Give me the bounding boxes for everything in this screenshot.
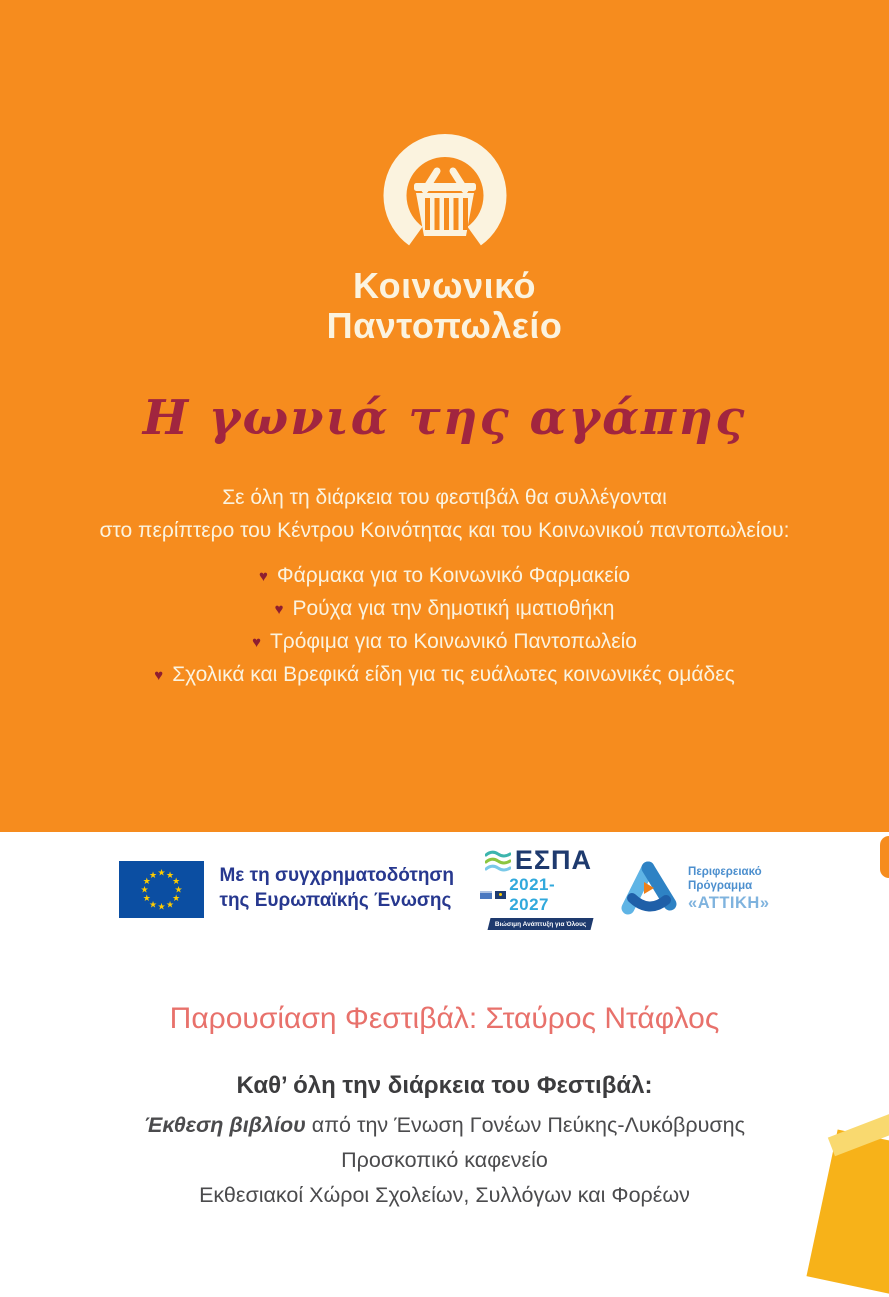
page-title: Η γωνιά της αγάπης — [142, 390, 747, 446]
espa-wordmark: ΕΣΠΑ — [514, 845, 593, 876]
heart-bullet-icon: ♥ — [274, 600, 284, 618]
list-item — [0, 659, 889, 692]
intro-paragraph — [0, 482, 889, 547]
activity-line-exhibit-spaces: Εκθεσιακοί Χώροι Σχολείων, Συλλόγων και Φορέων — [199, 1182, 690, 1207]
eu-mini-flag-icon — [495, 891, 507, 899]
espa-tagline: Βιώσιμη Ανάπτυξη για Όλους — [494, 920, 587, 928]
attiki-ribbon-a-icon — [618, 858, 680, 920]
eu-caption-line2: της Ευρωπαϊκής Ένωσης — [219, 890, 452, 911]
logo-wordmark-line1: Κοινωνικό — [353, 265, 536, 306]
festival-activities — [0, 1108, 889, 1212]
svg-text:★: ★ — [174, 885, 184, 896]
list-item — [0, 560, 889, 593]
svg-text:★: ★ — [149, 899, 158, 910]
svg-text:★: ★ — [166, 870, 175, 881]
activity-line-book-fair — [0, 1108, 889, 1143]
espa-years: 2021-2027 — [509, 874, 556, 914]
svg-text:★: ★ — [172, 893, 181, 904]
svg-text:★: ★ — [143, 893, 152, 904]
intro-line2: στο περίπτερο του Κέντρου Κοινότητας και του Κοινωνικού παντοπωλείου: — [99, 518, 790, 542]
list-item-label: Τρόφιμα για το Κοινωνικό Παντοπωλείο — [269, 629, 637, 653]
espa-logo-top — [485, 845, 593, 876]
list-item — [0, 593, 889, 626]
list-item-label: Φάρμακα για το Κοινωνικό Φαρμακείο — [276, 564, 631, 587]
heart-bullet-icon: ♥ — [258, 568, 268, 585]
heart-bullet-icon: ♥ — [154, 666, 164, 684]
donation-list — [0, 560, 889, 692]
eu-cofunding-logo — [119, 861, 454, 918]
attiki-caption-line1: Περιφερειακό — [688, 865, 762, 878]
eu-cofunding-caption — [219, 864, 454, 913]
list-item-label: Σχολικά και Βρεφικά είδη για τις ευάλωτες κοινωνικές ομάδες — [172, 662, 735, 686]
svg-text:★: ★ — [143, 876, 152, 887]
eu-caption-line1: Με τη συγχρηματοδότηση — [219, 865, 455, 887]
festival-duration-heading: Καθ’ όλη την διάρκεια του Φεστιβάλ: — [236, 1072, 653, 1099]
svg-text:★: ★ — [157, 902, 167, 913]
eu-flag-icon — [119, 861, 204, 918]
svg-text:★: ★ — [140, 885, 150, 896]
svg-text:★: ★ — [166, 899, 175, 910]
svg-text:★: ★ — [157, 868, 167, 879]
heart-bullet-icon: ♥ — [252, 633, 261, 651]
festival-presenter-heading: Παρουσίαση Φεστιβάλ: Σταύρος Ντάφλος — [169, 1002, 720, 1035]
attiki-caption — [688, 865, 769, 914]
funding-logos-row — [0, 846, 889, 932]
list-item — [0, 626, 889, 659]
attiki-caption-line3: «ΑΤΤΙΚΗ» — [688, 894, 770, 913]
espa-tagline-banner — [487, 918, 593, 930]
logo-wordmark-line2: Παντοπωλείο — [326, 304, 563, 346]
activity-book-fair-rest: από την Ένωση Γονέων Πεύκης-Λυκόβρυσης — [305, 1113, 745, 1137]
espa-waves-icon — [485, 849, 511, 873]
logo-wordmark — [0, 266, 889, 345]
svg-text:★: ★ — [172, 876, 181, 887]
list-item-label: Ρούχα για την δημοτική ιματιοθήκη — [292, 596, 615, 620]
social-grocery-basket-icon — [375, 126, 515, 266]
svg-text:★: ★ — [149, 870, 158, 881]
activity-book-fair-emphasis: Έκθεση βιβλίου — [144, 1113, 306, 1137]
greek-flag-icon — [480, 891, 492, 899]
intro-line1: Σε όλη τη διάρκεια του φεστιβάλ θα συλλέγονται — [222, 486, 667, 509]
attiki-program-logo — [618, 858, 769, 920]
attiki-caption-line2: Πρόγραμμα — [688, 880, 753, 892]
espa-years-row — [480, 875, 592, 915]
activity-line-cafe: Προσκοπικό καφενείο — [341, 1147, 548, 1172]
espa-logo — [480, 845, 593, 929]
